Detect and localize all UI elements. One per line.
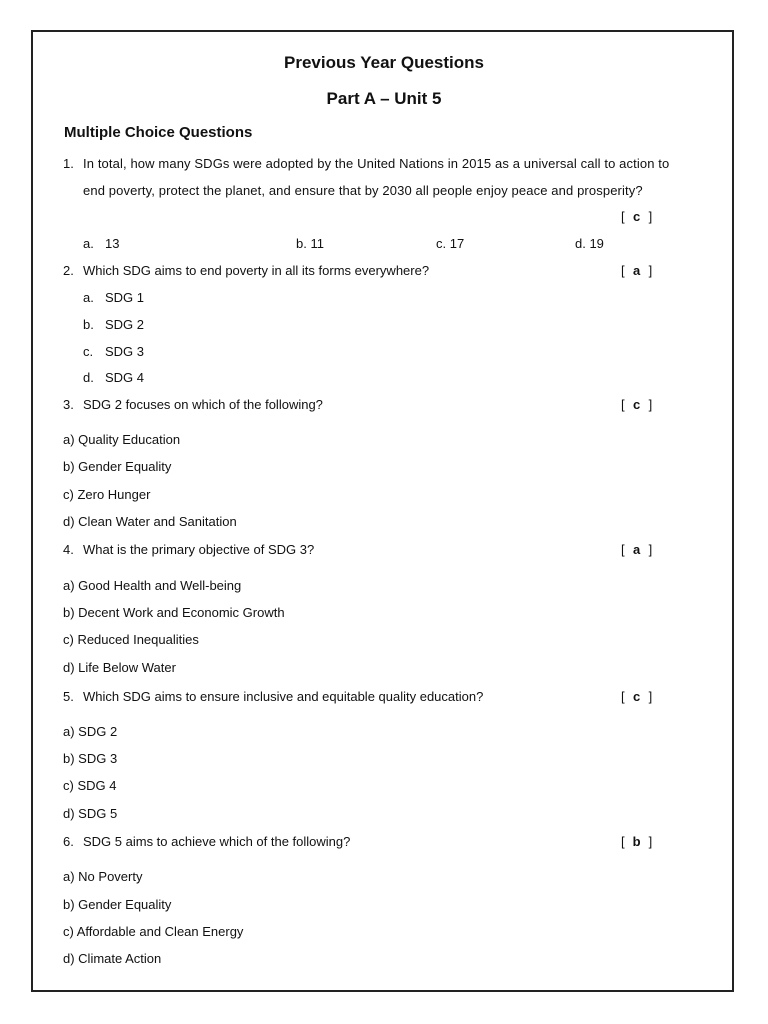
option-text: a) Quality Education: [63, 432, 181, 447]
option-text: b) Gender Equality: [63, 897, 172, 912]
question-text: SDG 2 focuses on which of the following?: [83, 397, 323, 412]
option-label: a.: [83, 290, 94, 305]
answer-key: c: [633, 689, 641, 704]
option-text: 13: [105, 236, 120, 251]
question-number: 3.: [63, 397, 74, 412]
question-number: 5.: [63, 689, 74, 704]
answer-key: c: [633, 397, 641, 412]
answer-key: a: [633, 542, 641, 557]
answer-bracket: [ c ]: [621, 397, 653, 412]
option-text: c. 17: [436, 236, 465, 251]
option-label: a.: [83, 236, 94, 251]
option-text: SDG 4: [105, 370, 145, 385]
question-text: In total, how many SDGs were adopted by the United Nations in 2015 as a universal call to action to: [83, 156, 670, 171]
question-text-continued: end poverty, protect the planet, and ensure that by 2030 all people enjoy peace and prosperity?: [83, 183, 643, 198]
option-text: c) SDG 4: [63, 778, 117, 793]
answer-bracket: [ a ]: [621, 263, 653, 278]
question-text: SDG 5 aims to achieve which of the following?: [83, 834, 351, 849]
section-heading: Multiple Choice Questions: [64, 124, 253, 141]
option-text: b) SDG 3: [63, 751, 118, 766]
option-text: a) SDG 2: [63, 724, 118, 739]
option-text: c) Reduced Inequalities: [63, 632, 199, 647]
option-text: d) Life Below Water: [63, 660, 176, 675]
answer-key: b: [632, 834, 641, 849]
question-number: 1.: [63, 156, 74, 171]
option-text: b. 11: [296, 236, 324, 251]
question-number: 2.: [63, 263, 74, 278]
question-text: Which SDG aims to end poverty in all its forms everywhere?: [83, 263, 430, 278]
answer-key: c: [633, 209, 641, 224]
answer-bracket: [ c ]: [621, 209, 653, 224]
answer-bracket: [ b ]: [621, 834, 653, 849]
document-subtitle: Part A – Unit 5: [326, 89, 442, 108]
option-text: d) SDG 5: [63, 806, 118, 821]
option-label: d.: [83, 370, 94, 385]
question-number: 6.: [63, 834, 74, 849]
option-text: a) Good Health and Well-being: [63, 578, 242, 593]
option-label: b.: [83, 317, 94, 332]
question-text: What is the primary objective of SDG 3?: [83, 542, 315, 557]
option-text: SDG 2: [105, 317, 145, 332]
option-label: c.: [83, 344, 94, 359]
option-text: d) Clean Water and Sanitation: [63, 514, 237, 529]
option-text: c) Affordable and Clean Energy: [63, 924, 244, 939]
option-text: SDG 1: [105, 290, 145, 305]
answer-bracket: [ a ]: [621, 542, 653, 557]
option-text: d. 19: [575, 236, 604, 251]
option-text: SDG 3: [105, 344, 145, 359]
option-text: c) Zero Hunger: [63, 487, 151, 502]
option-text: a) No Poverty: [63, 869, 143, 884]
answer-bracket: [ c ]: [621, 689, 653, 704]
option-text: b) Gender Equality: [63, 459, 172, 474]
question-number: 4.: [63, 542, 74, 557]
answer-key: a: [633, 263, 641, 278]
option-text: d) Climate Action: [63, 951, 162, 966]
document-title: Previous Year Questions: [284, 53, 484, 72]
option-text: b) Decent Work and Economic Growth: [63, 605, 285, 620]
question-text: Which SDG aims to ensure inclusive and equitable quality education?: [83, 689, 484, 704]
